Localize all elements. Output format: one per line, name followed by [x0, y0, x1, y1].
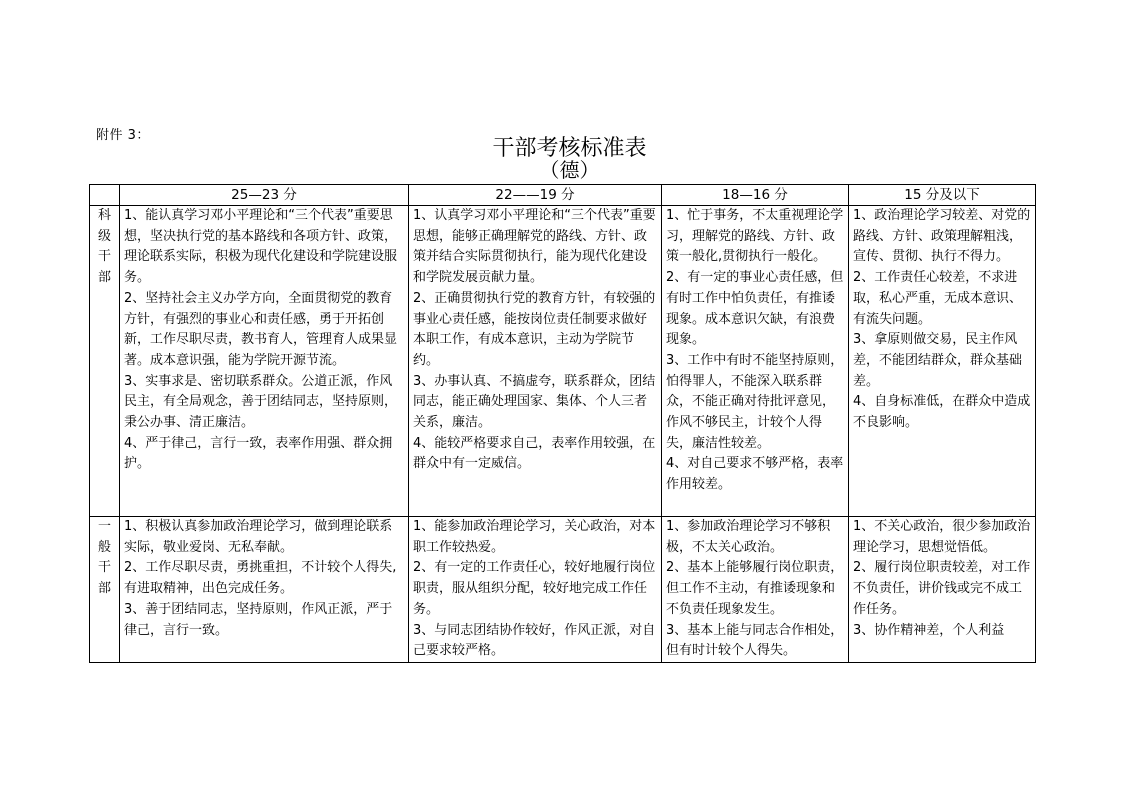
criteria-item: 2、工作责任心较差，不求进取，私心严重，无成本意识、有流失问题。	[853, 270, 1023, 327]
criteria-item: 3、基本上能与同志合作相处，但有时计较个人得失。	[666, 622, 844, 659]
header-score-18-16: 18—16 分	[662, 185, 849, 206]
criteria-cell	[662, 206, 849, 517]
rank-char: 干	[97, 560, 111, 576]
attachment-label: 附件 3：	[96, 128, 150, 143]
document-title: 干部考核标准表	[492, 136, 647, 161]
criteria-cell	[409, 517, 662, 663]
criteria-cell	[849, 517, 1036, 663]
criteria-item: 4、自身标准低，在群众中造成不良影响。	[853, 394, 1031, 431]
criteria-item: 2、有一定的工作责任心，较好地履行岗位职责，服从组织分配，较好地完成工作任务。	[413, 560, 656, 617]
criteria-item: 1、不关心政治，很少参加政治理论学习，思想觉悟低。	[853, 519, 1031, 555]
criteria-item: 3、善于团结同志，坚持原则，作风正派，严于律己，言行一致。	[124, 601, 393, 638]
table-row-general-staff	[90, 517, 1036, 663]
header-row	[90, 185, 1036, 206]
document-subtitle: （德）	[539, 158, 600, 182]
criteria-item: 2、履行岗位职责较差，对工作不负责任，讲价钱或完不成工作任务。	[853, 560, 1031, 617]
criteria-item: 3、工作中有时不能坚持原则，怕得罪人，不能深入联系群众，不能正确对待批评意见，作风不够民主，计较个人得失，廉洁性较差。	[666, 352, 844, 451]
criteria-item: 2、工作尽职尽责，勇挑重担，不计较个人得失,有进取精神，出色完成任务。	[124, 560, 397, 597]
criteria-cell	[662, 517, 849, 663]
criteria-cell	[849, 206, 1036, 517]
rank-char: 部	[97, 581, 111, 597]
criteria-item: 2、基本上能够履行岗位职责，但工作不主动，有推诿现象和不负责任现象发生。	[666, 560, 844, 617]
criteria-item: 1、认真学习邓小平理论和“三个代表”重要思想，能够正确理解党的路线、方针、政策并结合实际贯彻执行，能为现代化建设和学院发展贡献力量。	[413, 208, 656, 286]
criteria-item: 3、协作精神差，个人利益	[853, 622, 1005, 638]
table-row-section-level	[90, 206, 1036, 517]
criteria-item: 1、积极认真参加政治理论学习，做到理论联系实际，敬业爱岗、无私奉献。	[124, 519, 393, 555]
criteria-item: 3、实事求是、密切联系群众。公道正派，作风民主，有全局观念，善于团结同志，坚持原则，秉公办事、清正廉洁。	[124, 373, 398, 431]
rank-char: 科	[97, 208, 111, 223]
criteria-item: 1、能认真学习邓小平理论和“三个代表”重要思想，坚决执行党的基本路线和各项方针、政策，理论联系实际，积极为现代化建设和学院建设服务。	[124, 208, 398, 286]
criteria-cell	[120, 517, 409, 663]
rank-char: 干	[97, 249, 111, 265]
criteria-item: 4、严于律己，言行一致，表率作用强、群众拥护。	[124, 435, 393, 472]
assessment-standard-table	[89, 184, 1036, 663]
header-score-25-23: 25—23 分	[120, 185, 409, 206]
criteria-cell	[409, 206, 662, 517]
criteria-item: 2、坚持社会主义办学方向，全面贯彻党的教育方针，有强烈的事业心和责任感，勇于开拓创新，工作尽职尽责，教书育人，管理育人成果显著。成本意识强，能为学院开源节流。	[124, 290, 398, 368]
criteria-item: 1、忙于事务，不太重视理论学习，理解党的路线、方针、政策一般化,贯彻执行一般化。	[666, 208, 844, 265]
criteria-item: 3、办事认真、不搞虚夸，联系群众，团结同志，能正确处理国家、集体、个人三者关系，廉洁。	[413, 373, 656, 431]
criteria-item: 3、拿原则做交易，民主作风差，不能团结群众，群众基础差。	[853, 332, 1023, 389]
header-score-22-19: 22——19 分	[409, 185, 662, 206]
rank-char: 般	[97, 539, 111, 555]
criteria-item: 1、能参加政治理论学习，关心政治，对本职工作较热爱。	[413, 519, 656, 555]
rank-char: 一	[97, 519, 111, 534]
rank-char: 部	[97, 270, 111, 286]
header-score-15-below: 15 分及以下	[849, 185, 1036, 206]
criteria-item: 3、与同志团结协作较好，作风正派，对自己要求较严格。	[413, 622, 656, 659]
rank-label-general-staff	[90, 517, 120, 663]
header-corner	[90, 185, 120, 206]
criteria-item: 2、正确贯彻执行党的教育方针，有较强的事业心责任感，能按岗位责任制要求做好本职工作，有成本意识，主动为学院节约。	[413, 290, 656, 368]
criteria-cell	[120, 206, 409, 517]
rank-label-section-level	[90, 206, 120, 517]
criteria-item: 1、参加政治理论学习不够积极，不太关心政治。	[666, 519, 831, 555]
rank-char: 级	[97, 228, 111, 244]
criteria-item: 4、对自己要求不够严格，表率作用较差。	[666, 456, 844, 493]
criteria-item: 4、能较严格要求自己，表率作用较强，在群众中有一定威信。	[413, 435, 656, 472]
criteria-item: 2、有一定的事业心责任感，但有时工作中怕负责任，有推诿现象。成本意识欠缺，有浪费现象。	[666, 270, 844, 348]
criteria-item: 1、政治理论学习较差、对党的路线、方针、政策理解粗浅，宣传、贯彻、执行不得力。	[853, 208, 1031, 265]
